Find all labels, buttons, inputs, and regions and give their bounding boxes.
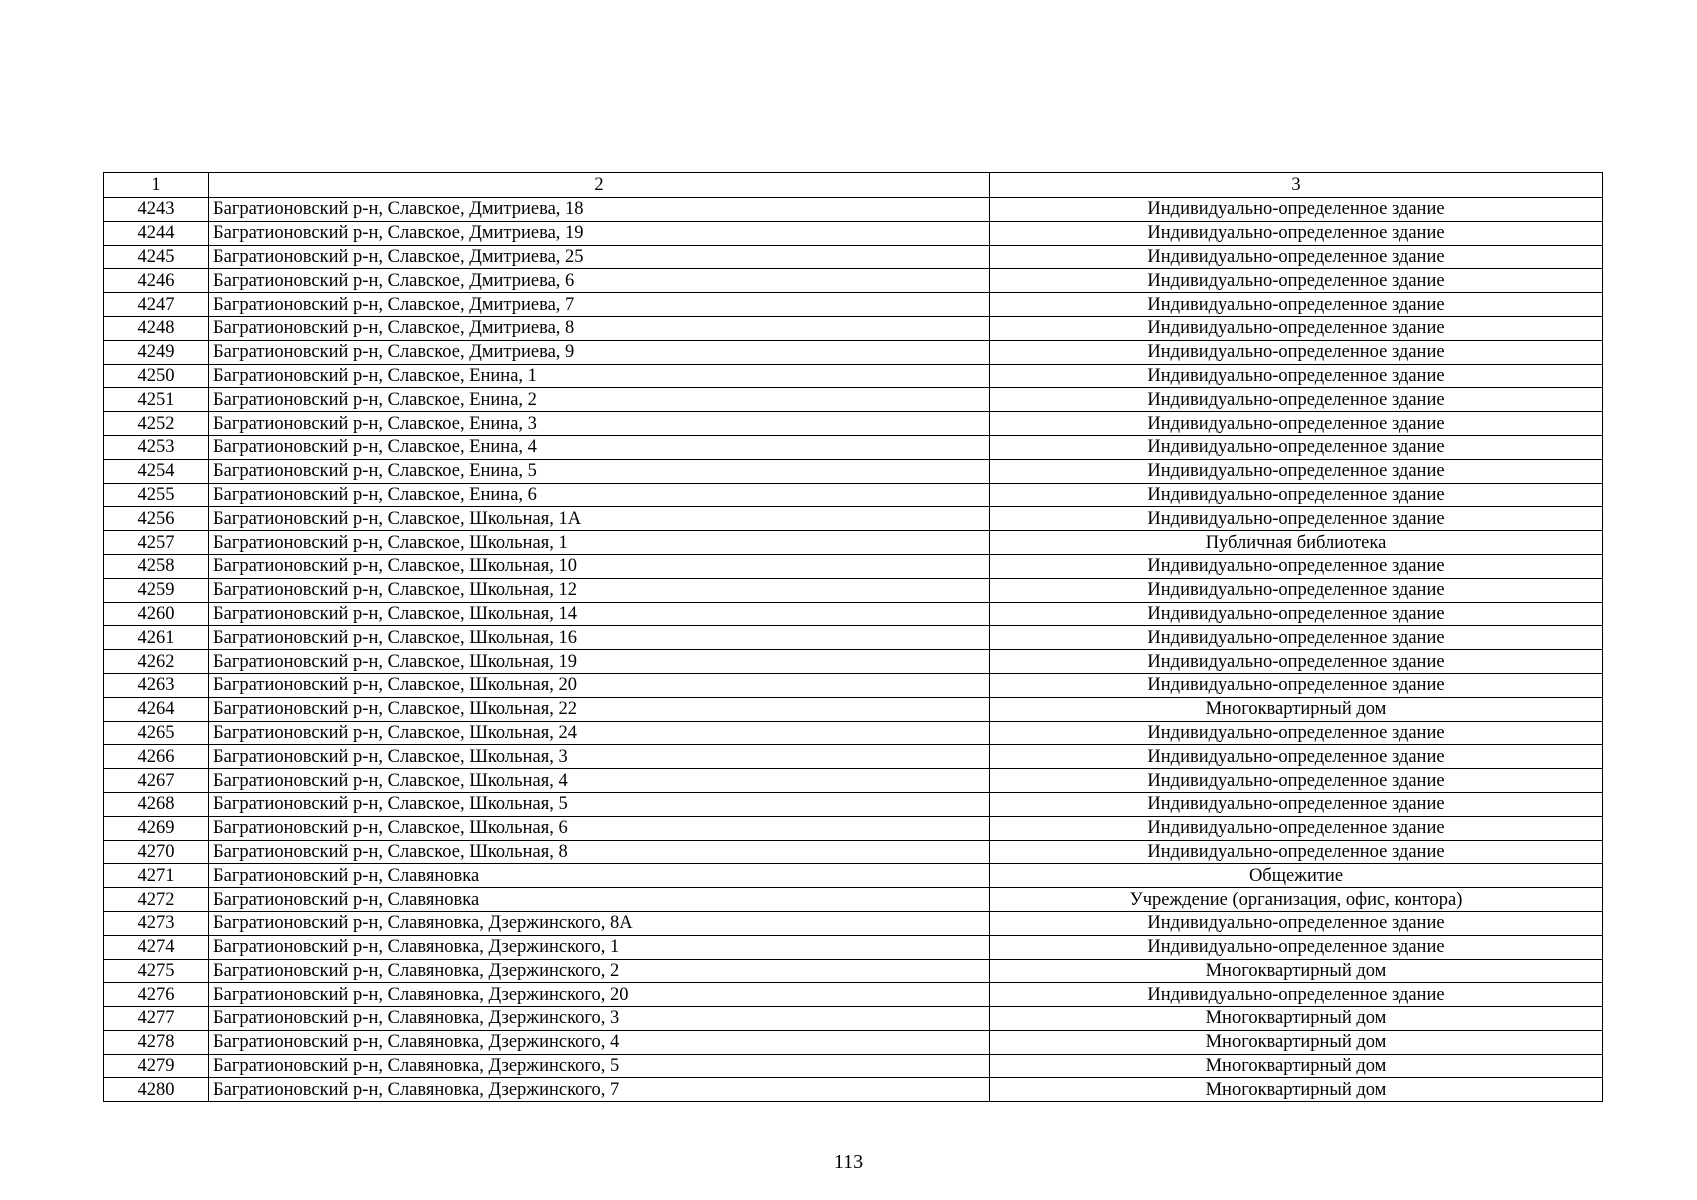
row-number-cell: 4252 [104,412,209,436]
object-type-cell: Индивидуально-определенное здание [990,269,1603,293]
address-cell: Багратионовский р-н, Славское, Дмитриева, 25 [209,245,990,269]
table-row [104,792,1603,816]
table-row [104,435,1603,459]
table-row [104,840,1603,864]
object-type-cell: Индивидуально-определенное здание [990,221,1603,245]
address-cell: Багратионовский р-н, Славское, Енина, 1 [209,364,990,388]
address-cell: Багратионовский р-н, Славское, Школьная, 12 [209,578,990,602]
object-type-cell: Индивидуально-определенное здание [990,673,1603,697]
table-row [104,745,1603,769]
row-number-cell: 4265 [104,721,209,745]
table-row [104,697,1603,721]
table-row [104,959,1603,983]
row-number-cell: 4273 [104,911,209,935]
object-type-cell: Многоквартирный дом [990,1007,1603,1031]
object-type-cell: Индивидуально-определенное здание [990,840,1603,864]
row-number-cell: 4271 [104,864,209,888]
table-row [104,554,1603,578]
address-cell: Багратионовский р-н, Славское, Школьная, 1А [209,507,990,531]
row-number-cell: 4278 [104,1030,209,1054]
table-row [104,721,1603,745]
object-type-cell: Многоквартирный дом [990,1030,1603,1054]
registry-table [103,172,1603,1102]
object-type-cell: Индивидуально-определенное здание [990,769,1603,793]
table-row [104,935,1603,959]
object-type-cell: Индивидуально-определенное здание [990,340,1603,364]
row-number-cell: 4268 [104,792,209,816]
row-number-cell: 4262 [104,650,209,674]
row-number-cell: 4250 [104,364,209,388]
object-type-cell: Индивидуально-определенное здание [990,459,1603,483]
object-type-cell: Многоквартирный дом [990,1078,1603,1102]
row-number-cell: 4251 [104,388,209,412]
table-row [104,316,1603,340]
object-type-cell: Индивидуально-определенное здание [990,435,1603,459]
table-row [104,507,1603,531]
address-cell: Багратионовский р-н, Славское, Дмитриева, 19 [209,221,990,245]
table-row [104,650,1603,674]
row-number-cell: 4256 [104,507,209,531]
address-cell: Багратионовский р-н, Славское, Школьная, 16 [209,626,990,650]
row-number-cell: 4255 [104,483,209,507]
table-row [104,769,1603,793]
object-type-cell: Индивидуально-определенное здание [990,745,1603,769]
table-row [104,340,1603,364]
row-number-cell: 4280 [104,1078,209,1102]
object-type-cell: Индивидуально-определенное здание [990,650,1603,674]
row-number-cell: 4275 [104,959,209,983]
row-number-cell: 4270 [104,840,209,864]
table-body [104,173,1603,1102]
address-cell: Багратионовский р-н, Славское, Школьная, 4 [209,769,990,793]
object-type-cell: Индивидуально-определенное здание [990,602,1603,626]
row-number-cell: 4267 [104,769,209,793]
address-cell: Багратионовский р-н, Славское, Дмитриева, 6 [209,269,990,293]
object-type-cell: Общежитие [990,864,1603,888]
object-type-cell: Индивидуально-определенное здание [990,911,1603,935]
row-number-cell: 4257 [104,531,209,555]
address-cell: Багратионовский р-н, Славяновка, Дзержинского, 2 [209,959,990,983]
address-cell: Багратионовский р-н, Славское, Енина, 4 [209,435,990,459]
object-type-cell: Индивидуально-определенное здание [990,388,1603,412]
address-cell: Багратионовский р-н, Славское, Дмитриева, 18 [209,198,990,222]
table-row [104,1054,1603,1078]
row-number-cell: 4248 [104,316,209,340]
row-number-cell: 4274 [104,935,209,959]
address-cell: Багратионовский р-н, Славское, Дмитриева, 9 [209,340,990,364]
table-row [104,388,1603,412]
address-cell: Багратионовский р-н, Славское, Школьная, 1 [209,531,990,555]
address-cell: Багратионовский р-н, Славское, Школьная, 5 [209,792,990,816]
row-number-cell: 4247 [104,293,209,317]
address-cell: Багратионовский р-н, Славское, Енина, 3 [209,412,990,436]
row-number-cell: 4264 [104,697,209,721]
address-cell: Багратионовский р-н, Славяновка, Дзержинского, 1 [209,935,990,959]
table-row [104,269,1603,293]
table-row [104,221,1603,245]
object-type-cell: Индивидуально-определенное здание [990,935,1603,959]
row-number-cell: 4261 [104,626,209,650]
table-row [104,911,1603,935]
table-row [104,816,1603,840]
address-cell: Багратионовский р-н, Славяновка, Дзержинского, 5 [209,1054,990,1078]
row-number-cell: 4263 [104,673,209,697]
row-number-cell: 4277 [104,1007,209,1031]
column-header-type: 3 [990,173,1603,198]
address-cell: Багратионовский р-н, Славское, Енина, 2 [209,388,990,412]
object-type-cell: Индивидуально-определенное здание [990,507,1603,531]
table-row [104,412,1603,436]
column-header-address: 2 [209,173,990,198]
address-cell: Багратионовский р-н, Славское, Школьная, 19 [209,650,990,674]
address-cell: Багратионовский р-н, Славяновка, Дзержинского, 4 [209,1030,990,1054]
table-row [104,602,1603,626]
object-type-cell: Индивидуально-определенное здание [990,412,1603,436]
object-type-cell: Индивидуально-определенное здание [990,293,1603,317]
address-cell: Багратионовский р-н, Славское, Школьная, 22 [209,697,990,721]
object-type-cell: Индивидуально-определенное здание [990,983,1603,1007]
row-number-cell: 4269 [104,816,209,840]
address-cell: Багратионовский р-н, Славяновка, Дзержинского, 7 [209,1078,990,1102]
object-type-cell: Публичная библиотека [990,531,1603,555]
address-cell: Багратионовский р-н, Славское, Школьная, 8 [209,840,990,864]
object-type-cell: Многоквартирный дом [990,1054,1603,1078]
object-type-cell: Индивидуально-определенное здание [990,626,1603,650]
address-cell: Багратионовский р-н, Славское, Енина, 6 [209,483,990,507]
object-type-cell: Индивидуально-определенное здание [990,816,1603,840]
address-cell: Багратионовский р-н, Славское, Школьная, 20 [209,673,990,697]
object-type-cell: Индивидуально-определенное здание [990,792,1603,816]
row-number-cell: 4258 [104,554,209,578]
address-cell: Багратионовский р-н, Славское, Школьная, 10 [209,554,990,578]
row-number-cell: 4253 [104,435,209,459]
address-cell: Багратионовский р-н, Славское, Школьная, 6 [209,816,990,840]
table-row [104,459,1603,483]
row-number-cell: 4245 [104,245,209,269]
row-number-cell: 4249 [104,340,209,364]
object-type-cell: Индивидуально-определенное здание [990,483,1603,507]
address-cell: Багратионовский р-н, Славяновка, Дзержинского, 3 [209,1007,990,1031]
object-type-cell: Индивидуально-определенное здание [990,364,1603,388]
row-number-cell: 4246 [104,269,209,293]
object-type-cell: Индивидуально-определенное здание [990,245,1603,269]
header-row [104,173,1603,198]
address-cell: Багратионовский р-н, Славское, Енина, 5 [209,459,990,483]
table-row [104,483,1603,507]
object-type-cell: Индивидуально-определенное здание [990,721,1603,745]
row-number-cell: 4244 [104,221,209,245]
row-number-cell: 4279 [104,1054,209,1078]
object-type-cell: Индивидуально-определенное здание [990,316,1603,340]
object-type-cell: Многоквартирный дом [990,697,1603,721]
address-cell: Багратионовский р-н, Славяновка [209,888,990,912]
table-row [104,1007,1603,1031]
table-row [104,293,1603,317]
row-number-cell: 4272 [104,888,209,912]
table-row [104,673,1603,697]
row-number-cell: 4260 [104,602,209,626]
address-cell: Багратионовский р-н, Славское, Школьная, 24 [209,721,990,745]
address-cell: Багратионовский р-н, Славское, Дмитриева, 7 [209,293,990,317]
object-type-cell: Индивидуально-определенное здание [990,198,1603,222]
object-type-cell: Учреждение (организация, офис, контора) [990,888,1603,912]
table-row [104,578,1603,602]
address-cell: Багратионовский р-н, Славяновка [209,864,990,888]
row-number-cell: 4243 [104,198,209,222]
address-cell: Багратионовский р-н, Славское, Дмитриева, 8 [209,316,990,340]
column-header-number: 1 [104,173,209,198]
address-cell: Багратионовский р-н, Славское, Школьная, 14 [209,602,990,626]
table-row [104,198,1603,222]
row-number-cell: 4254 [104,459,209,483]
table-row [104,1030,1603,1054]
table-row [104,364,1603,388]
address-cell: Багратионовский р-н, Славское, Школьная, 3 [209,745,990,769]
row-number-cell: 4259 [104,578,209,602]
table-row [104,245,1603,269]
table-row [104,626,1603,650]
object-type-cell: Индивидуально-определенное здание [990,578,1603,602]
page-number: 113 [833,1151,864,1173]
table-row [104,983,1603,1007]
object-type-cell: Индивидуально-определенное здание [990,554,1603,578]
table-row [104,531,1603,555]
address-cell: Багратионовский р-н, Славяновка, Дзержинского, 8А [209,911,990,935]
table-row [104,1078,1603,1102]
row-number-cell: 4276 [104,983,209,1007]
table-row [104,864,1603,888]
row-number-cell: 4266 [104,745,209,769]
table-row [104,888,1603,912]
object-type-cell: Многоквартирный дом [990,959,1603,983]
address-cell: Багратионовский р-н, Славяновка, Дзержинского, 20 [209,983,990,1007]
